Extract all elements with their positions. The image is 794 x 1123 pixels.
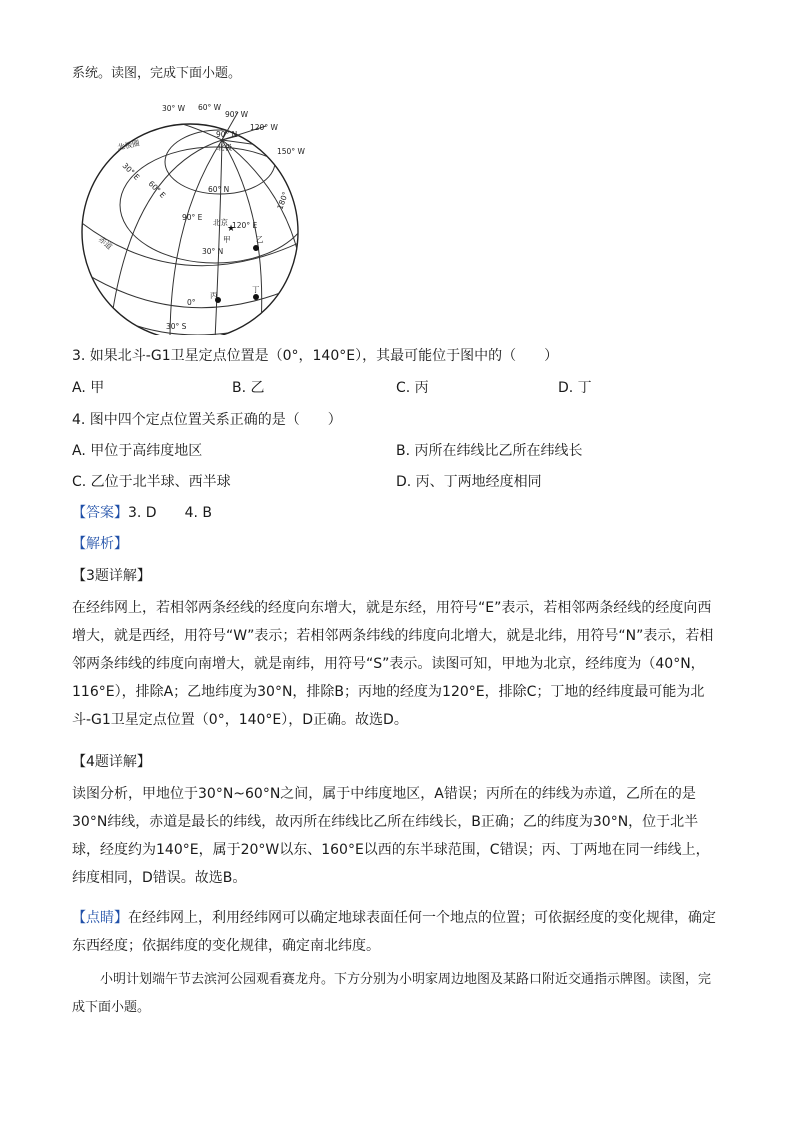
detail4-text: 读图分析，甲地位于30°N~60°N之间，属于中纬度地区，A错误；丙所在的纬线为赤道，乙所在的是30°N纬线，赤道是最长的纬线，故丙所在纬线比乙所在纬线长，B正确；乙的纬度为30°N，位于北半球，经度约为140°E，属于20°W以东、160°E以西的东半球范围，C错误；丙、丁两地在同一纬线上，纬度相同，D错误。故选B。: [72, 786, 710, 886]
label-60w: 60° W: [198, 103, 222, 112]
q4-option-b: B. 丙所在纬线比乙所在纬线长: [396, 443, 583, 459]
detail3-text: 在经纬网上，若相邻两条经线的经度向东增大，就是东经，用符号“E”表示，若相邻两条经线的经度向西增大，就是西经，用符号“W”表示；若相邻两条纬线的纬度向北增大，就是北纬，用符号“N”表示，若相邻两条纬线的纬度向南增大，就是南纬，用符号“S”表示。读图可知，甲地为北京，经纬度为（40°N，116°E），排除A；乙地纬度为30°N，排除B；丙地的经度为120°E，排除C；丁地的经纬度最可能为北斗-G1卫星定点位置（0°，140°E），D正确。故选D。: [72, 600, 714, 728]
label-30s: 30° S: [166, 322, 187, 331]
label-0: 0°: [187, 298, 196, 307]
q3-option-b: B. 乙: [232, 380, 265, 396]
q4-stem: 4. 图中四个定点位置关系正确的是（ ）: [72, 412, 342, 428]
q3-stem: 3. 如果北斗-G1卫星定点位置是（0°，140°E），其最可能位于图中的（ ）: [72, 348, 559, 364]
point-yi: [253, 245, 259, 251]
q3-option-d: D. 丁: [558, 380, 592, 396]
answer-text: 3. D 4. B: [128, 505, 212, 521]
lat-30s-line: [110, 315, 300, 335]
detail4-title: 【4题详解】: [72, 754, 151, 770]
q4-option-c: C. 乙位于北半球、西半球: [72, 474, 231, 490]
analysis-tag: 【解析】: [72, 536, 128, 552]
tip-tag: 【点睛】: [72, 910, 128, 926]
q4-option-d: D. 丙、丁两地经度相同: [396, 474, 542, 490]
tip-paragraph: [72, 904, 722, 960]
next-intro: 小明计划端午节去滨河公园观看赛龙舟。下方分别为小明家周边地图及某路口附近交通指示牌图。读图，完成下面小题。: [72, 972, 712, 1015]
label-30w: 30° W: [162, 104, 186, 113]
label-120w: 120° W: [250, 123, 278, 132]
label-equator: 赤道: [96, 234, 114, 252]
label-90e: 90° E: [182, 213, 203, 222]
label-north-pole: 北极: [217, 143, 232, 152]
lon-line-b: [170, 140, 222, 335]
q3-option-c: C. 丙: [396, 380, 429, 396]
globe-figure: [70, 100, 310, 335]
answer-tag: 【答案】: [72, 505, 128, 521]
label-180: 180°: [275, 190, 291, 211]
label-yi: 乙: [256, 235, 264, 244]
label-120e: 120° E: [232, 221, 258, 230]
label-90w: 90° W: [225, 110, 249, 119]
label-arctic-circle: 北极圈: [116, 138, 141, 152]
intro-line: 系统。读图，完成下面小题。: [72, 66, 242, 81]
point-ding: [253, 294, 259, 300]
label-30n: 30° N: [202, 247, 224, 256]
label-150w: 150° W: [277, 147, 305, 156]
label-beijing: 北京: [213, 218, 228, 227]
answer-line: [72, 503, 212, 523]
label-30e: 30° E: [120, 161, 142, 182]
point-jia-marker: ★: [227, 224, 236, 234]
label-60n: 60° N: [208, 185, 230, 194]
label-jia: 甲: [223, 235, 231, 244]
q3-option-a: A. 甲: [72, 380, 105, 396]
lon-line-c: [215, 140, 222, 335]
q4-option-a: A. 甲位于高纬度地区: [72, 443, 203, 459]
label-60e: 60° E: [146, 179, 168, 200]
detail3-title: 【3题详解】: [72, 568, 151, 584]
tip-text: 在经纬网上，利用经纬网可以确定地球表面任何一个地点的位置；可依据经度的变化规律，确定东西经度；依据纬度的变化规律，确定南北纬度。: [72, 910, 716, 954]
label-90n: 90° N: [216, 130, 238, 139]
label-ding: 丁: [252, 285, 260, 294]
label-bing: 丙: [210, 291, 218, 300]
